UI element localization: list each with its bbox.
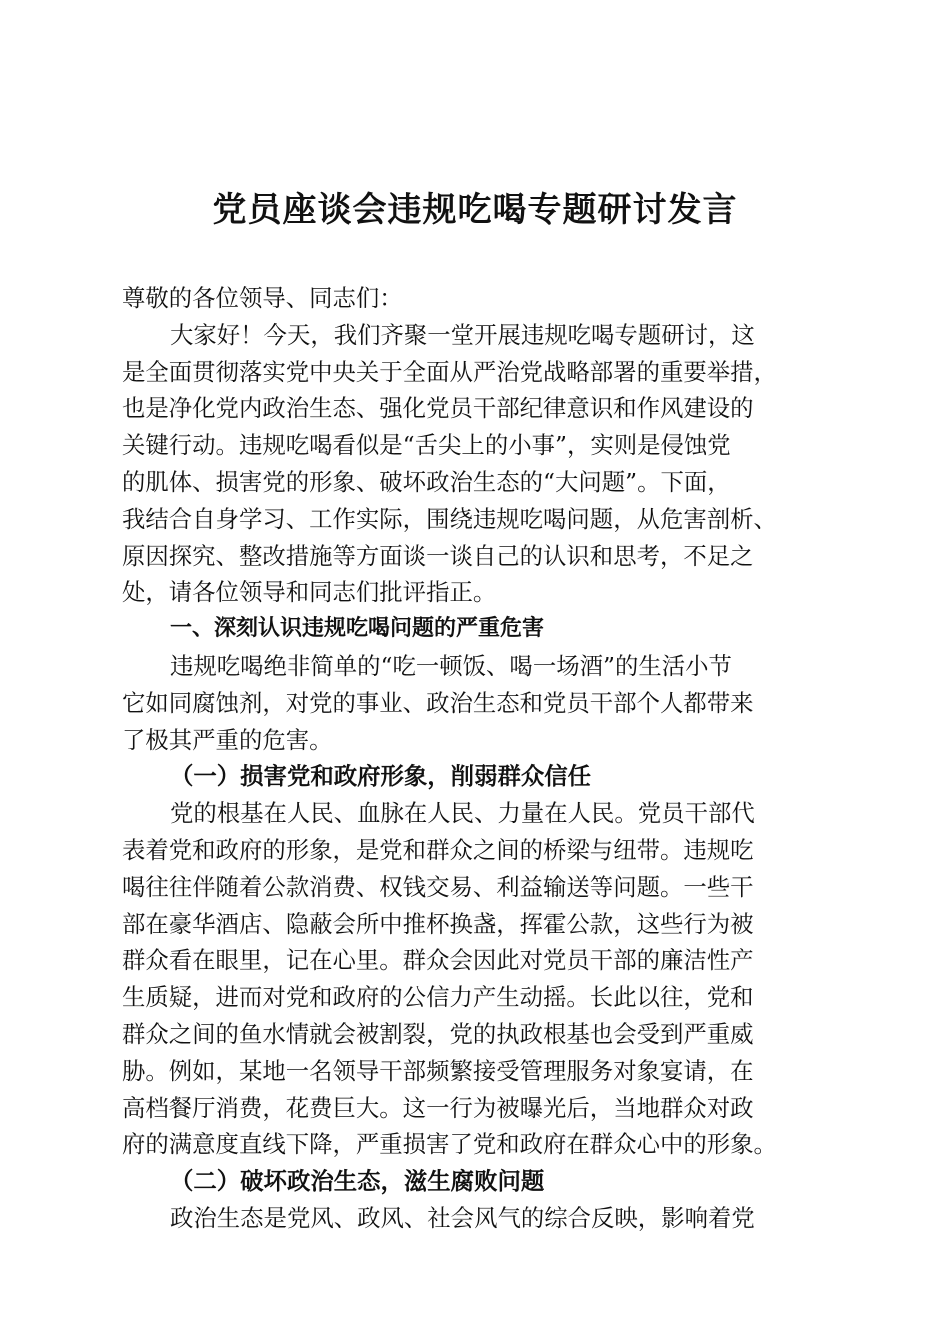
paragraph-line: 我结合自身学习、工作实际，围绕违规吃喝问题，从危害剖析、 (122, 504, 777, 533)
paragraph-line: 高档餐厅消费，花费巨大。这一行为被曝光后，当地群众对政 (122, 1093, 754, 1122)
paragraph-line: 也是净化党内政治生态、强化党员干部纪律意识和作风建设的 (122, 394, 754, 423)
paragraph-line: 群众看在眼里，记在心里。群众会因此对党员干部的廉洁性产 (122, 946, 754, 975)
subsection-heading: （一）损害党和政府形象，削弱群众信任 (170, 762, 592, 791)
paragraph-line: 党的根基在人民、血脉在人民、力量在人民。党员干部代 (170, 799, 755, 828)
paragraph-line: 府的满意度直线下降，严重损害了党和政府在群众心中的形象。 (122, 1130, 777, 1159)
paragraph-line: 喝往往伴随着公款消费、权钱交易、利益输送等问题。一些干 (122, 872, 754, 901)
paragraph-line: 政治生态是党风、政风、社会风气的综合反映，影响着党 (170, 1203, 755, 1232)
paragraph-line: 关键行动。违规吃喝看似是“舌尖上的小事”，实则是侵蚀党 (122, 431, 731, 460)
salutation-line: 尊敬的各位领导、同志们： (122, 284, 403, 312)
paragraph-line: 了极其严重的危害。 (122, 725, 333, 754)
paragraph-line: 胁。例如，某地一名领导干部频繁接受管理服务对象宴请，在 (122, 1056, 754, 1085)
paragraph-line: 表着党和政府的形象，是党和群众之间的桥梁与纽带。违规吃 (122, 835, 754, 864)
paragraph-line: 的肌体、损害党的形象、破坏政治生态的“大问题”。下面， (122, 467, 731, 496)
paragraph-line: 原因探究、整改措施等方面谈一谈自己的认识和思考，不足之 (122, 541, 754, 570)
section-heading: 一、深刻认识违规吃喝问题的严重危害 (170, 616, 545, 642)
paragraph-line: 大家好！今天，我们齐聚一堂开展违规吃喝专题研讨，这 (170, 320, 755, 349)
document-title: 党员座谈会违规吃喝专题研讨发言 (212, 190, 738, 230)
paragraph-line: 它如同腐蚀剂，对党的事业、政治生态和党员干部个人都带来 (122, 688, 754, 717)
paragraph-line: 违规吃喝绝非简单的“吃一顿饭、喝一场酒”的生活小节 (170, 651, 732, 680)
subsection-heading: （二）破坏政治生态，滋生腐败问题 (170, 1167, 545, 1196)
paragraph-line: 部在豪华酒店、隐蔽会所中推杯换盏，挥霍公款，这些行为被 (122, 909, 754, 938)
paragraph-line: 生质疑，进而对党和政府的公信力产生动摇。长此以往，党和 (122, 983, 754, 1012)
paragraph-line: 群众之间的鱼水情就会被割裂，党的执政根基也会受到严重威 (122, 1019, 754, 1048)
paragraph-line: 处，请各位领导和同志们批评指正。 (122, 578, 497, 607)
paragraph-line: 是全面贯彻落实党中央关于全面从严治党战略部署的重要举措， (122, 357, 777, 386)
document-body (122, 280, 828, 1237)
